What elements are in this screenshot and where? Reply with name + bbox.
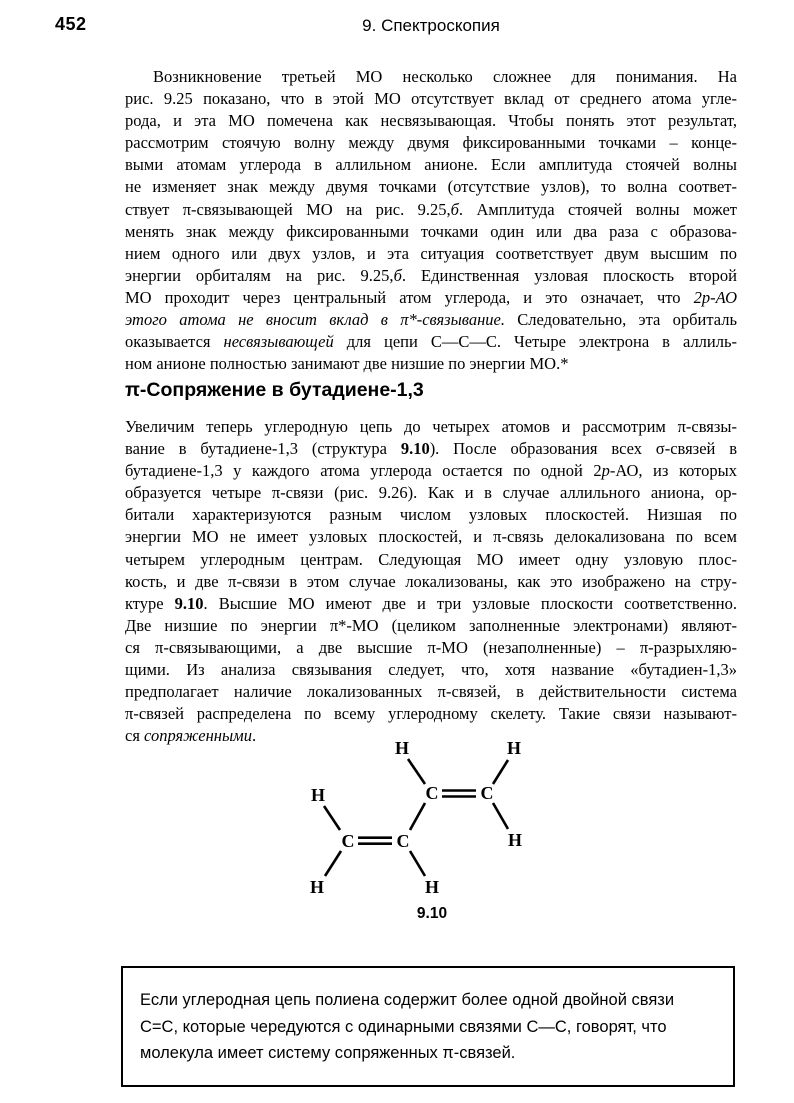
text-segment: битали характеризуются разным числом узловых плоскостей. Низшая по [125,505,737,525]
text-line [125,221,737,243]
text-segment: 9.10 [174,593,204,613]
atom-label: C [341,831,355,851]
text-line [140,1014,717,1041]
text-segment: С=С, которые чередуются с одинарными связями С—С, говорят, что [140,1017,667,1036]
text-segment: выми атомам углерода в аллильном анионе. Если амплитуда стоячей волны [125,155,737,175]
structure-diagram [280,735,560,927]
text-segment: . Высшие МО имеют две и три узловые плоскости соответственно. [203,593,737,613]
text-segment: ). После образования всех σ-связей в [429,439,738,459]
text-line [125,571,737,593]
text-line [140,1040,717,1067]
text-segment: 9.10 [400,439,430,459]
text-segment: менять знак между фиксированными точками один или два раза с образова- [125,221,737,241]
text-line [125,132,737,154]
text-line [125,416,737,438]
text-segment: энергии орбиталям на рис. 9.25, [125,265,394,285]
text-segment: сопряженными [144,726,252,746]
text-segment: . Амплитуда стоячей волны может [458,199,737,219]
text-line [125,176,737,198]
text-line [125,593,737,615]
text-segment: ся π-связывающими, а две высшие π-МО (незаполненные) – π-разрыхляю- [125,637,737,657]
text-segment: кость, и две π-связи в этом случае локализованы, как это изображено на стру- [125,571,737,591]
text-line [125,526,737,548]
text-line [125,199,737,221]
text-segment: ктуре [125,593,175,613]
text-segment: рода, и эта МО помечена как несвязывающая. Чтобы понять этот результат, [125,111,737,131]
atom-label: C [396,831,410,851]
text-segment: этого атома не вносит вклад в π*-связывание. [125,310,505,330]
text-segment: энергии МО не имеет узловых плоскостей, и π-связь делокализована по всем [125,527,737,547]
text-segment: . [251,726,257,746]
text-segment: предполагает наличие локализованных π-связей, в действительности система [125,682,737,702]
text-segment: щими. Из анализа связывания следует, что, хотя название «бутадиен-1,3» [125,660,737,680]
atom-label: C [480,783,494,803]
text-segment: -АО, из которых [609,461,737,481]
text-segment: не изменяет знак между двумя точками (отсутствие узлов), то волна соответ- [125,177,737,197]
text-segment: для цепи С—С—С. Четыре электрона в аллиль- [333,332,737,352]
page-number: 452 [55,14,87,34]
text-segment: образуется четыре π-связи (рис. 9.26). Как и в случае аллильного аниона, ор- [125,483,737,503]
text-line [125,504,737,526]
text-segment: ствует π-связывающей МО на рис. 9.25, [125,199,451,219]
text-segment: ся [125,726,145,746]
text-line [125,331,737,353]
text-line [125,637,737,659]
text-line [125,549,737,571]
atom-label: H [507,830,523,850]
text-segment: 2p-АО [693,287,737,307]
text-segment: . Единственная узловая плоскость второй [401,265,737,285]
atom-label: H [424,877,440,897]
text-line [125,703,737,725]
bond-line [325,851,341,876]
text-line [125,615,737,637]
butadiene-structure-figure [280,735,560,927]
text-segment: Если углеродная цепь полиена содержит более одной двойной связи [140,991,675,1009]
text-segment: оказывается [125,332,224,352]
paragraph-butadiene [125,416,737,747]
text-segment: рассмотрим стоячую волну между двумя фиксированными точками – конце- [125,133,737,153]
atom-label: H [309,877,325,897]
text-segment: Две низшие по энергии π*-МО (целиком заполненные электронами) являют- [125,615,737,635]
text-segment: молекула имеет систему сопряженных π-связей. [140,1044,516,1062]
text-line [140,987,717,1014]
text-segment: p [601,461,610,481]
text-line [125,66,737,88]
text-segment: четырем углеродным центрам. Следующая МО имеет одну узловую плос- [125,549,737,569]
text-line [125,110,737,132]
text-line [125,482,737,504]
atom-label: C [425,783,439,803]
text-line [125,243,737,265]
text-line [125,287,737,309]
text-segment: рис. 9.25 показано, что в этой МО отсутствует вклад от среднего атома угле- [125,89,737,109]
text-segment: б [393,265,402,285]
bond-line [324,806,340,830]
text-segment: Следовательно, эта орбиталь [504,310,737,330]
text-line [125,353,737,375]
text-segment: Возникновение третьей МО несколько сложнее для понимания. На [153,67,737,86]
text-segment: несвязывающей [223,332,334,352]
text-line [125,460,737,482]
text-line [125,88,737,110]
text-segment: бутадиене-1,3 у каждого атома углерода остается по одной 2 [125,461,602,481]
text-line [125,265,737,287]
text-segment: б [450,199,459,219]
section-heading: π-Сопряжение в бутадиене-1,3 [125,379,424,401]
text-line [125,659,737,681]
figure-label: 9.10 [416,905,448,922]
bond-line [493,803,508,829]
text-segment: Увеличим теперь углеродную цепь до четырех атомов и рассмотрим π-связы- [125,417,737,436]
text-segment: МО проходит через центральный атом углерода, и это означает, что [125,287,694,307]
atom-label: H [310,785,326,805]
bond-line [493,760,508,784]
text-segment: нием одного или двух узлов, и эта ситуация соответствует двум высшим по [125,243,737,263]
text-line [125,681,737,703]
bond-line [410,803,425,830]
bond-line [410,851,425,876]
bond-line [408,759,425,784]
text-segment: ном анионе полностью занимают две низшие по энергии МО.* [125,354,569,374]
paragraph-allyl-anion [125,66,737,375]
text-segment: π-связей распределена по всему углеродному скелету. Такие связи называют- [125,704,737,724]
atom-label: H [394,738,410,758]
definition-box [121,966,735,1087]
running-header: 9. Спектроскопия [362,16,500,35]
text-line [125,154,737,176]
text-segment: вание в бутадиене-1,3 (структура [125,439,401,459]
text-line [125,309,737,331]
text-line [125,438,737,460]
atom-label: H [506,738,522,758]
